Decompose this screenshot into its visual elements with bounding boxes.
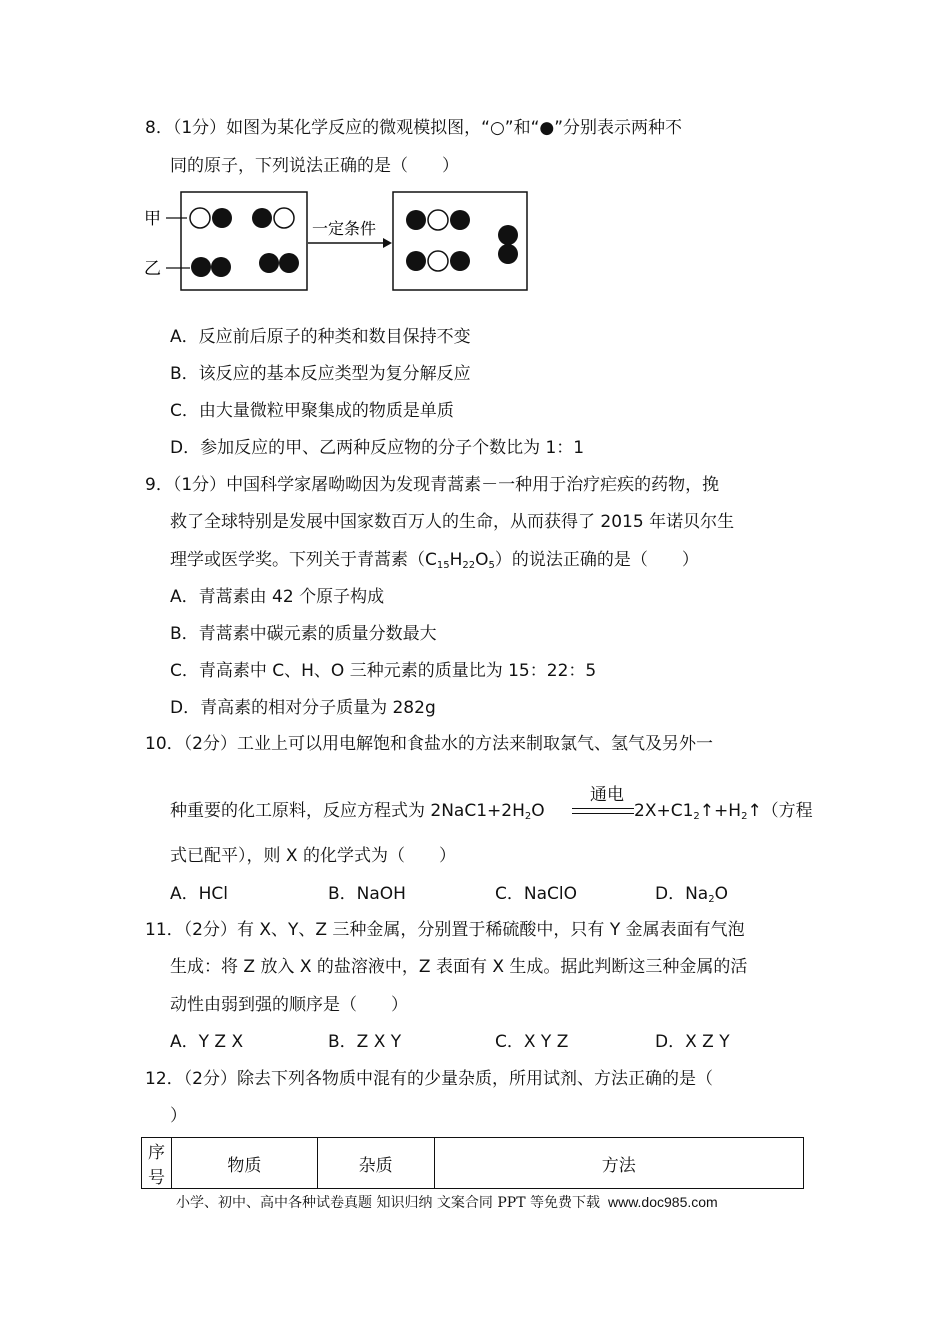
- header-substance: 物质: [171, 1138, 317, 1189]
- q10-options: [170, 882, 790, 906]
- equation-equals-sign: [572, 808, 634, 814]
- molecule-jia-1: [190, 208, 232, 228]
- q11-option-c: C．X Y Z: [495, 1032, 569, 1052]
- molecule-jia-2: [252, 208, 294, 228]
- q9-option-a: A．青蒿素由 42 个原子构成: [170, 587, 385, 607]
- q12-line-1: 12．（2分）除去下列各物质中混有的少量杂质，所用试剂、方法正确的是（: [145, 1069, 713, 1089]
- q11-line-2: 生成：将 Z 放入 X 的盐溶液中，Z 表面有 X 生成。据此判断这三种金属的活: [170, 957, 748, 977]
- q8-option-c: C．由大量微粒甲聚集成的物质是单质: [170, 401, 454, 421]
- page-footer: [176, 1192, 718, 1212]
- q11-options: [170, 1030, 790, 1054]
- impurity-table: [141, 1137, 804, 1189]
- q9-line-3: 理学或医学奖。下列关于青蒿素$(C_{15}H_{22}O_5)$的说法正确的是（ ）: [170, 550, 699, 571]
- q10-line-3: 式已配平），则 X 的化学式为（ ）: [170, 846, 456, 866]
- q9-option-d: D．青高素的相对分子质量为 282g: [170, 698, 436, 718]
- q11-option-d: D．X Z Y: [655, 1032, 730, 1052]
- header-impurity: 杂质: [317, 1138, 434, 1189]
- label-yi: 乙: [144, 259, 161, 279]
- q10-option-c: C．NaClO: [495, 884, 577, 904]
- header-method: 方法: [434, 1138, 803, 1189]
- product-molecule-2: [406, 251, 470, 271]
- molecule-yi-2: [259, 253, 299, 273]
- header-index: 序号: [142, 1138, 172, 1189]
- table-header-row: [142, 1138, 804, 1189]
- reaction-diagram: [140, 188, 540, 296]
- q9-option-c: C．青高素中 C、H、O 三种元素的质量比为 15：22：5: [170, 661, 597, 681]
- q9-option-b: B．青蒿素中碳元素的质量分数最大: [170, 624, 437, 644]
- q11-option-a: A．Y Z X: [170, 1032, 244, 1052]
- footer-url[interactable]: www.doc985.com: [607, 1194, 718, 1210]
- product-molecule-1: [406, 210, 470, 230]
- q10-line-1: 10．（2分）工业上可以用电解饱和食盐水的方法来制取氯气、氢气及另外一: [145, 734, 713, 754]
- q8-option-a: A．反应前后原子的种类和数目保持不变: [170, 327, 471, 347]
- molecule-yi-1: [191, 257, 231, 277]
- q9-line-1: 9．（1分）中国科学家屠呦呦因为发现青蒿素－一种用于治疗疟疾的药物，挽: [145, 475, 720, 495]
- label-jia: 甲: [144, 209, 161, 229]
- q10-option-d: D．$Na_2O$: [655, 884, 728, 905]
- equation-condition: 通电: [590, 785, 624, 805]
- q10-option-a: A．HCl: [170, 884, 229, 904]
- q8-line-1: 8．（1分）如图为某化学反应的微观模拟图，“○”和“●”分别表示两种不: [145, 118, 683, 138]
- q11-option-b: B．Z X Y: [328, 1032, 402, 1052]
- q11-line-1: 11．（2分）有 X、Y、Z 三种金属，分别置于稀硫酸中，只有 Y 金属表面有气泡: [145, 920, 745, 940]
- q8-option-d: D．参加反应的甲、乙两种反应物的分子个数比为 1：1: [170, 438, 585, 458]
- exam-page: 8．（1分）如图为某化学反应的微观模拟图，“○”和“●”分别表示两种不 同的原子，下列说法正确的是（ ） 甲 乙 一定条件 A．反应前后原子的种类和数目保持不变 B．该反应的基本反应类型为复分解反应 C．由大量微粒甲聚集成的物质是单质 D．参加反应的甲、乙两种反应物的分子个数比为 1：1 9．（1分）中国科学家屠呦呦因为发现青蒿素－一种用于治疗疟疾的药物，挽 救了全球特别是发展中国家数百万人的生命，从而获得了 2015 年诺贝尔生 理学或医学奖。下列关于青蒿素$(C_{15}H_{22}O_5)$的说法正确的是（ ） A．青蒿素由 42 个原子构成 B．青蒿素中碳元素的质量分数最大 C．青高素中 C、H、O 三种元素的质量比为 15：22：5 D．青高素的相对分子质量为 282g 10．（2分）工业上可以用电解饱和食盐水的方法来制取氯气、氢气及另外一 种重要的化工原料，反应方程式为 $2NaC1+2H_2O$ 通电 $2X+C1_2↑+H_2↑$（方程 式已配平），则 X 的化学式为（ ） A．HCl B．NaOH C．NaClO D．$Na_2O$ 11．（2分）有 X、Y、Z 三种金属，分别置于稀硫酸中，只有 Y 金属表面有气泡 生成：将 Z 放入 X 的盐溶液中，Z 表面有 X 生成。据此判断这三种金属的活 动性由弱到强的顺序是（ ） A．Y Z X B．Z X Y C．X Y Z D．X Z Y 12．（2分）除去下列各物质中混有的少量杂质，所用试剂、方法正确的是（ ） 序号 物质 杂质 方法 小学、初中、高中各种试卷真题 知识归纳 文案合同 PPT 等免费下载 www.doc985.com: [0, 0, 950, 1344]
- q11-line-3: 动性由弱到强的顺序是（ ）: [170, 995, 408, 1015]
- q10-option-b: B．NaOH: [328, 884, 406, 904]
- footer-text: 小学、初中、高中各种试卷真题 知识归纳 文案合同 PPT 等免费下载: [176, 1195, 600, 1211]
- q12-line-2: ）: [170, 1106, 187, 1126]
- reaction-condition: 一定条件: [312, 219, 377, 238]
- q8-option-b: B．该反应的基本反应类型为复分解反应: [170, 364, 471, 384]
- q8-line-2: 同的原子，下列说法正确的是（ ）: [170, 156, 459, 176]
- q9-line-2: 救了全球特别是发展中国家数百万人的生命，从而获得了 2015 年诺贝尔生: [170, 512, 735, 532]
- product-molecule-3: [498, 225, 518, 264]
